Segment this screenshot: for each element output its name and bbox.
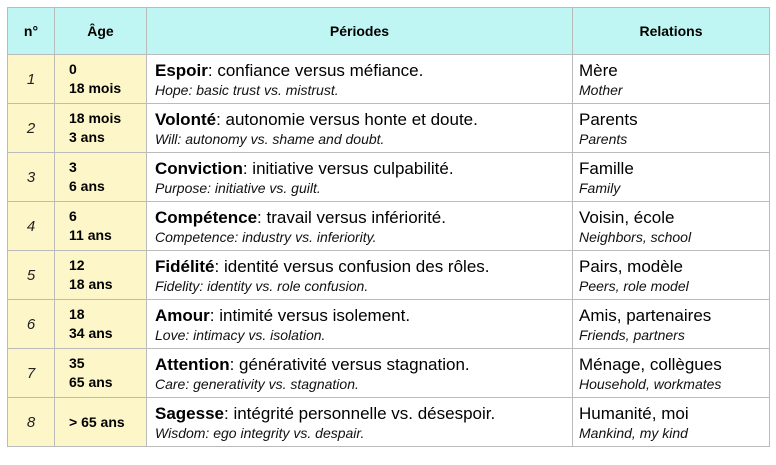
period-english: Fidelity: identity vs. role confusion.	[155, 277, 369, 294]
stage-relations	[573, 104, 770, 153]
relations-french: Mère	[579, 60, 618, 80]
age-from: 12	[69, 257, 85, 273]
virtue-name: Attention	[155, 354, 230, 374]
virtue-name: Compétence	[155, 207, 258, 227]
stage-period	[147, 104, 573, 153]
table-row	[8, 55, 770, 104]
table-row	[8, 251, 770, 300]
period-english: Competence: industry vs. inferiority.	[155, 228, 377, 245]
header-periods: Périodes	[147, 8, 573, 55]
stage-number: 4	[8, 202, 55, 251]
erikson-stages-table	[7, 7, 770, 447]
relations-english: Family	[579, 179, 621, 196]
stage-age	[55, 153, 147, 202]
stage-period	[147, 300, 573, 349]
age-to: 18 ans	[69, 276, 113, 292]
stage-number: 1	[8, 55, 55, 104]
stage-age	[55, 251, 147, 300]
stage-relations	[573, 55, 770, 104]
period-french	[155, 109, 572, 130]
relations-french: Parents	[579, 109, 638, 129]
age-to: 65 ans	[69, 374, 113, 390]
relations-french: Famille	[579, 158, 634, 178]
table-row	[8, 398, 770, 447]
age-to: 18 mois	[69, 80, 122, 96]
stage-age	[55, 202, 147, 251]
stage-period	[147, 251, 573, 300]
table-row	[8, 153, 770, 202]
period-french	[155, 305, 572, 326]
relations-french: Voisin, école	[579, 207, 675, 227]
conflict-french: : générativité versus stagnation.	[229, 354, 470, 374]
relations-french: Ménage, collègues	[579, 354, 722, 374]
stage-relations	[573, 153, 770, 202]
period-english: Wisdom: ego integrity vs. despair.	[155, 424, 365, 441]
age-to: 3 ans	[69, 129, 105, 145]
stage-period	[147, 55, 573, 104]
conflict-french: : initiative versus culpabilité.	[242, 158, 454, 178]
age-to: 34 ans	[69, 325, 113, 341]
age-from: 18 mois	[69, 110, 122, 126]
virtue-name: Amour	[155, 305, 210, 325]
stage-period	[147, 398, 573, 447]
stage-age	[55, 398, 147, 447]
period-english: Hope: basic trust vs. mistrust.	[155, 81, 339, 98]
table-row	[8, 300, 770, 349]
period-french	[155, 158, 572, 179]
virtue-name: Espoir	[155, 60, 208, 80]
table-row	[8, 349, 770, 398]
period-english: Purpose: initiative vs. guilt.	[155, 179, 321, 196]
period-english: Love: intimacy vs. isolation.	[155, 326, 326, 343]
relations-french: Humanité, moi	[579, 403, 689, 423]
header-age: Âge	[55, 8, 147, 55]
age-to: 11 ans	[69, 227, 112, 243]
stage-relations	[573, 300, 770, 349]
stage-age	[55, 55, 147, 104]
stage-number: 3	[8, 153, 55, 202]
stage-relations	[573, 202, 770, 251]
virtue-name: Volonté	[155, 109, 217, 129]
virtue-name: Fidélité	[155, 256, 215, 276]
relations-english: Friends, partners	[579, 326, 685, 343]
stage-period	[147, 202, 573, 251]
period-english: Care: generativity vs. stagnation.	[155, 375, 359, 392]
stage-relations	[573, 251, 770, 300]
relations-english: Parents	[579, 130, 628, 147]
stage-number: 7	[8, 349, 55, 398]
stage-number: 2	[8, 104, 55, 153]
age-to: 6 ans	[69, 178, 105, 194]
age-from: 3	[69, 159, 77, 175]
header-row	[8, 8, 770, 55]
period-french	[155, 354, 572, 375]
stage-age	[55, 349, 147, 398]
age-from: > 65 ans	[69, 413, 125, 430]
table-row	[8, 104, 770, 153]
header-relations: Relations	[573, 8, 770, 55]
relations-english: Peers, role model	[579, 277, 689, 294]
conflict-french: : intimité versus isolement.	[209, 305, 411, 325]
relations-english: Mankind, my kind	[579, 424, 688, 441]
header-num: n°	[8, 8, 55, 55]
relations-french: Pairs, modèle	[579, 256, 683, 276]
age-from: 6	[69, 208, 77, 224]
relations-english: Mother	[579, 81, 623, 98]
conflict-french: : identité versus confusion des rôles.	[214, 256, 490, 276]
relations-english: Household, workmates	[579, 375, 722, 392]
period-french	[155, 403, 572, 424]
virtue-name: Sagesse	[155, 403, 224, 423]
stage-age	[55, 300, 147, 349]
conflict-french: : confiance versus méfiance.	[207, 60, 424, 80]
stage-number: 8	[8, 398, 55, 447]
stage-relations	[573, 349, 770, 398]
period-english: Will: autonomy vs. shame and doubt.	[155, 130, 385, 147]
relations-english: Neighbors, school	[579, 228, 692, 245]
conflict-french: : intégrité personnelle vs. désespoir.	[224, 403, 496, 423]
conflict-french: : travail versus infériorité.	[257, 207, 446, 227]
table-row	[8, 202, 770, 251]
period-french	[155, 207, 572, 228]
period-french	[155, 60, 572, 81]
stage-age	[55, 104, 147, 153]
age-from: 0	[69, 61, 77, 77]
stage-period	[147, 153, 573, 202]
relations-french: Amis, partenaires	[579, 305, 712, 325]
stage-number: 6	[8, 300, 55, 349]
age-from: 18	[69, 306, 85, 322]
age-from: 35	[69, 355, 85, 371]
virtue-name: Conviction	[155, 158, 243, 178]
stage-number: 5	[8, 251, 55, 300]
period-french	[155, 256, 572, 277]
stage-relations	[573, 398, 770, 447]
conflict-french: : autonomie versus honte et doute.	[216, 109, 478, 129]
stage-period	[147, 349, 573, 398]
